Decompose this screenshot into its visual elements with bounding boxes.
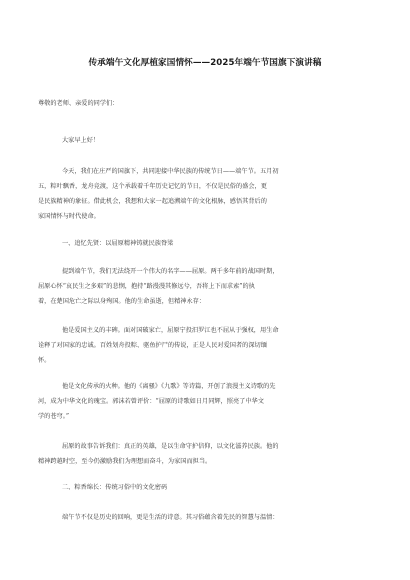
section-1-heading: 一、追忆先贤：以屈原精神铸就民族脊梁 — [62, 240, 174, 247]
section-1-p4-line-1: 屈原的故事告诉我们：真正的英雄，是以生命守护信仰，以文化滋养民族。他的 — [62, 443, 279, 450]
section-2-p1-line-1: 端午节不仅是历史的回响，更是生活的诗意。其习俗蕴含着先民的智慧与温情： — [62, 514, 279, 521]
section-1-p1-line-2: 屈原心怀“哀民生之多艰”的悲悯，抱持“路漫漫其修远兮，吾将上下而求索”的执 — [38, 283, 255, 290]
section-1-p1-line-3: 着，在楚国危亡之际以身殉国。他的生命虽逝，但精神永存： — [38, 298, 206, 305]
intro-line-4: 家国情怀与时代使命。 — [38, 213, 100, 220]
salutation: 尊敬的老师、亲爱的同学们： — [38, 100, 119, 107]
section-1-p3-line-1: 他是文化传承的火种。他的《离骚》《九歌》等诗篇，开创了浪漫主义诗歌的先 — [62, 383, 276, 390]
greeting: 大家早上好！ — [62, 137, 100, 144]
section-2-heading: 二、粽香绵长：传统习俗中的文化密码 — [62, 484, 168, 491]
intro-line-2: 五，粽叶飘香，龙舟竞渡，这个承载着千年历史记忆的节日，不仅是民俗的盛会，更 — [38, 183, 267, 190]
section-1-p2-line-3: 怀。 — [38, 357, 51, 364]
intro-line-3: 是民族精神的象征。借此机会，我想和大家一起追溯端午的文化根脉，感悟其背后的 — [38, 198, 267, 205]
section-1-p1-line-1: 提到端午节，我们无法绕开一个伟大的名字——屈原。两千多年前的战国时期， — [62, 268, 279, 275]
intro-line-1: 今天，我们在庄严的国旗下，共同迎接中华民族的传统节日——端午节。五月初 — [62, 168, 279, 175]
section-1-p3-line-3: 学的苍穹。” — [38, 413, 70, 420]
section-1-p2-line-1: 他是爱国主义的丰碑。面对国破家亡，屈原宁投汨罗江也不屈从于强权，用生命 — [62, 327, 279, 334]
document-title: 传承端午文化厚植家国情怀——2025年端午节国旗下演讲稿 — [88, 58, 322, 68]
section-1-p3-line-2: 河，成为中华文化的瑰宝。郭沫若曾评价：“屈原的诗歌如日月同辉，照亮了中华文 — [38, 398, 264, 405]
section-1-p4-line-2: 精神跨越时空，至今仍激励我们为理想而奋斗，为家国而担当。 — [38, 458, 212, 465]
section-1-p2-line-2: 诠释了对国家的忠诚。百姓划舟投粽、驱鱼护尸的传说，正是人民对爱国者的深切缅 — [38, 342, 267, 349]
